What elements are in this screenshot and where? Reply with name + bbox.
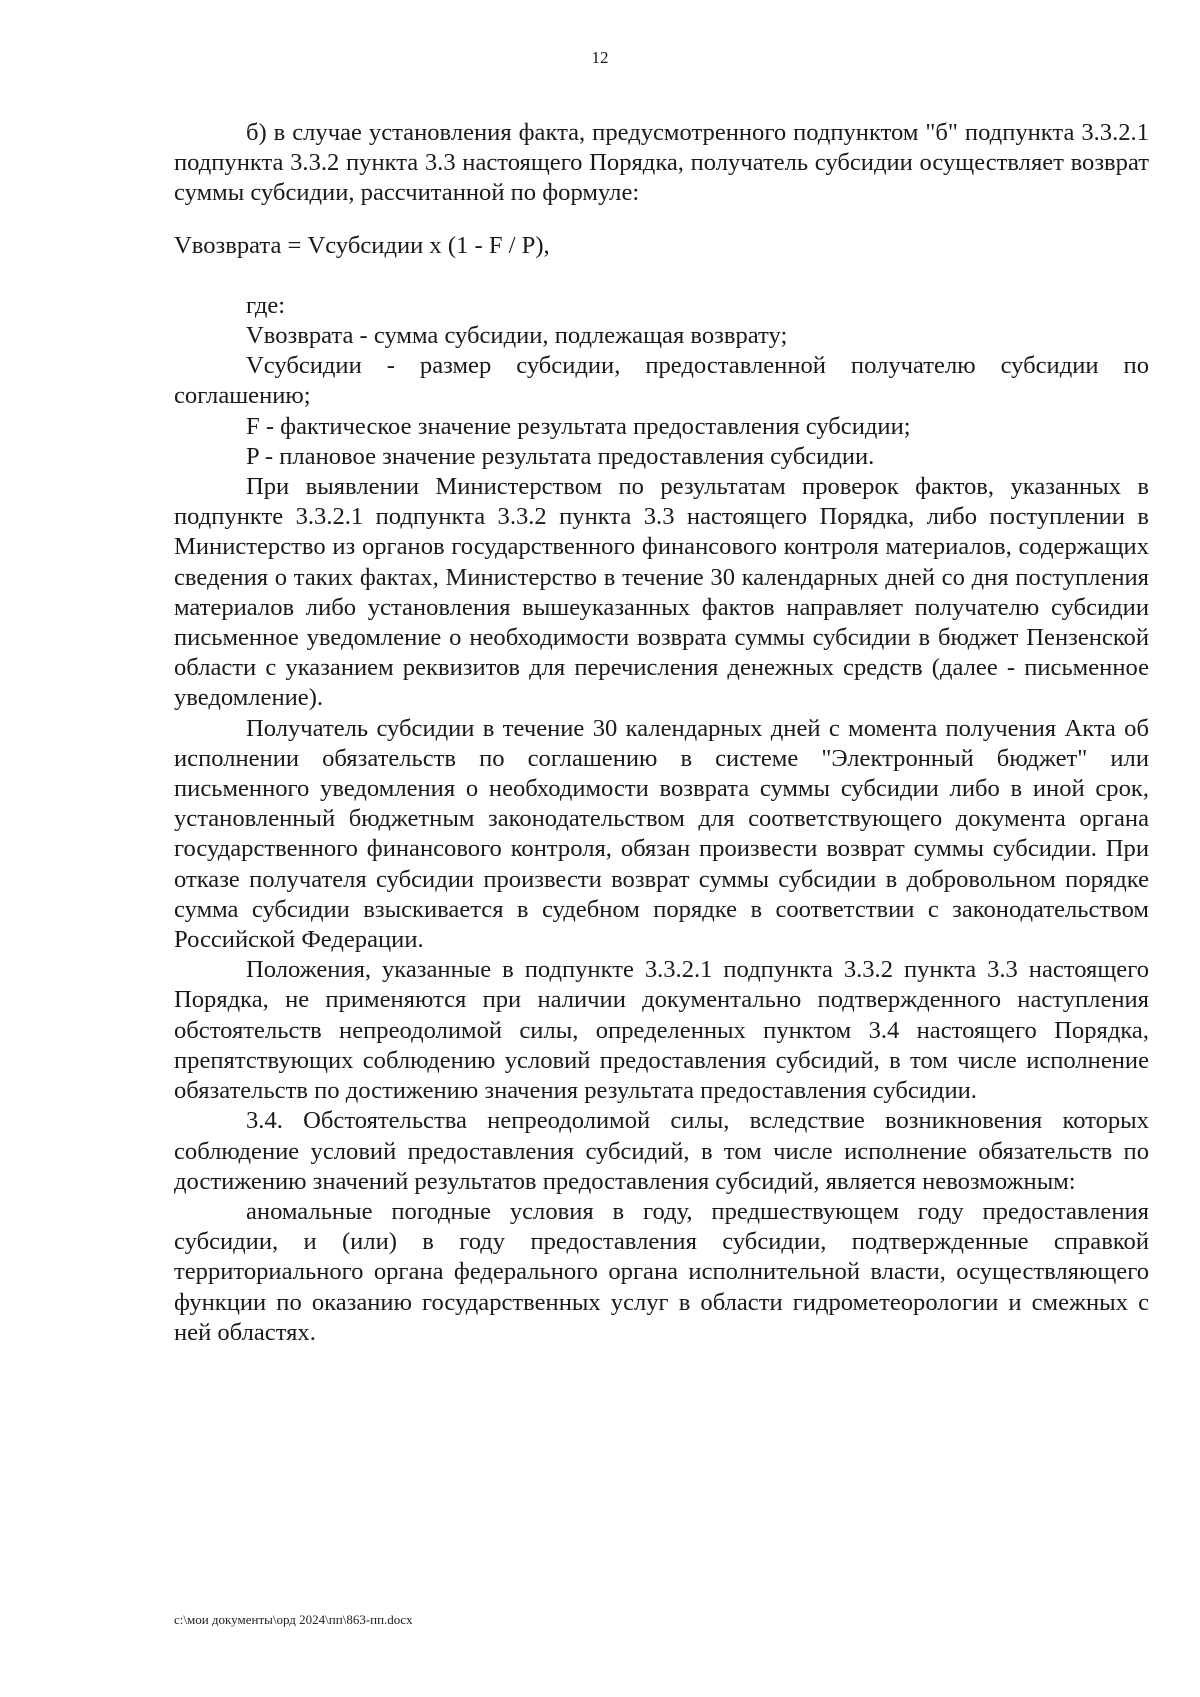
refund-formula: Vвозврата = Vсубсидии x (1 - F / P), (174, 231, 550, 259)
paragraph-refund-case-b: б) в случае установления факта, предусмотренного подпунктом "б" подпункта 3.3.2.1 подпункта 3.3.2 пункта 3.3 настоящего Порядка, получатель субсидии осуществляет возврат суммы субсидии, рассчитанной по формуле: (174, 119, 1149, 207)
paragraph-3-4-force-majeure: 3.4. Обстоятельства непреодолимой силы, вследствие возникновения которых соблюдение условий предоставления субсидий, в том числе исполнение обязательств по достижению значений результатов предоставления субсидий, является невозможным: (174, 1107, 1149, 1195)
formula-definition-p: P - плановое значение результата предоставления субсидии. (246, 442, 875, 470)
paragraph-ministry-notification: При выявлении Министерством по результатам проверок фактов, указанных в подпункте 3.3.2.1 подпункта 3.3.2 пункта 3.3 настоящего Порядка, либо поступлении в Министерство из органов государственного финансового контроля материалов, содержащих сведения о таких фактах, Министерство в течение 30 календарных дней со дня поступления материалов либо установления вышеуказанных фактов направляет получателю субсидии письменное уведомление о необходимости возврата суммы субсидии в бюджет Пензенской области с указанием реквизитов для перечисления денежных средств (далее - письменное уведомление). (174, 473, 1149, 712)
formula-definition-f: F - фактическое значение результата предоставления субсидии; (246, 412, 911, 440)
footer-file-path: c:\мои документы\орд 2024\пп\863-пп.docx (174, 1612, 413, 1627)
document-body (174, 118, 1149, 1348)
page-number: 12 (591, 48, 609, 67)
paragraph-refund-deadline: Получатель субсидии в течение 30 календарных дней с момента получения Акта об исполнении обязательств по соглашению в системе "Электронный бюджет" или письменного уведомления о необходимости возврата суммы субсидии либо в иной срок, установленный бюджетным законодательством для соответствующего документа органа государственного финансового контроля, обязан произвести возврат суммы субсидии. При отказе получателя субсидии произвести возврат суммы субсидии в добровольном порядке сумма субсидии взыскивается в судебном порядке в соответствии с законодательством Российской Федерации. (174, 714, 1149, 954)
formula-definition-v-refund: Vвозврата - сумма субсидии, подлежащая возврату; (246, 322, 788, 350)
formula-definition-v-subsidy: Vсубсидии - размер субсидии, предоставленной получателю субсидии по соглашению; (174, 352, 1149, 410)
paragraph-force-majeure-exception: Положения, указанные в подпункте 3.3.2.1 подпункта 3.3.2 пункта 3.3 настоящего Порядка, не применяются при наличии документально подтвержденного наступления обстоятельств непреодолимой силы, определенных пунктом 3.4 настоящего Порядка, препятствующих соблюдению условий предоставления субсидий, в том числе исполнение обязательств по достижению значения результата предоставления субсидии. (174, 956, 1149, 1105)
formula-where-label: где: (246, 291, 286, 319)
paragraph-abnormal-weather: аномальные погодные условия в году, предшествующем году предоставления субсидии, и (или) в году предоставления субсидии, подтвержденные справкой территориального органа федерального органа исполнительной власти, осуществляющего функции по оказанию государственных услуг в области гидрометеорологии и смежных с ней областях. (174, 1197, 1149, 1346)
